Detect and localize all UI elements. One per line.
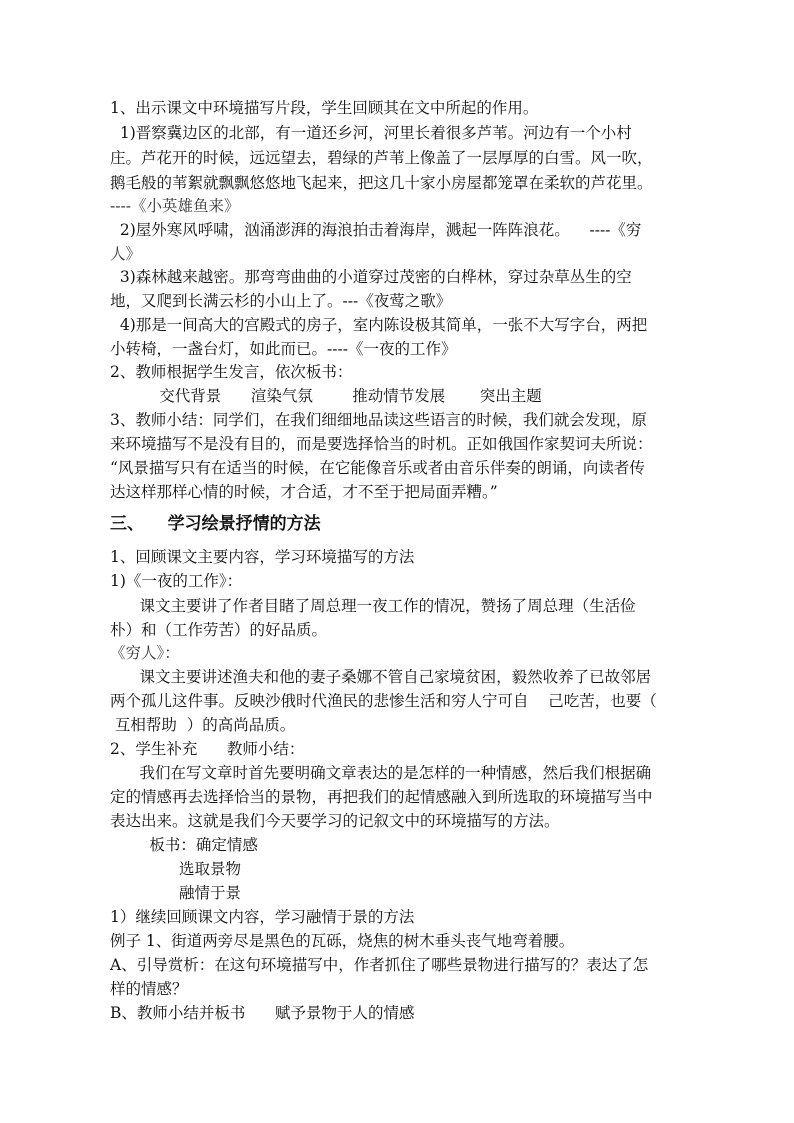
blackboard-item: 融情于景 (110, 884, 241, 902)
section-heading: 三、 学习绘景抒情的方法 (110, 514, 321, 534)
blackboard-heading: 板书：确定情感 (110, 836, 258, 854)
blackboard-item: 选取景物 (110, 860, 241, 878)
blackboard-terms: 交代背景 渲染气氛 推动情节发展 突出主题 (110, 387, 542, 405)
text-line: 2)屋外寒风呼啸，汹涌澎湃的海浪拍击着海岸，溅起一阵阵浪花。 ----《穷 (110, 221, 642, 239)
text-line: A、引导赏析：在这句环境描写中，作者抓住了哪些景物进行描写的？表达了怎 (110, 956, 649, 974)
text-line: 4)那是一间高大的宫殿式的房子，室内陈设极其简单，一张不大写字台，两把 (110, 316, 648, 334)
text-line: 样的情感？ (110, 980, 188, 998)
text-line: 小转椅，一盏台灯，如此而已。----《一夜的工作》 (110, 340, 457, 358)
quote-line: “风景描写只有在适当的时候，在它能像音乐或者由音乐伴奏的朗诵，向读者传 (110, 459, 645, 477)
text-line: 庄。芦花开的时候，远远望去，碧绿的芦苇上像盖了一层厚厚的白雪。风一吹， (110, 149, 653, 167)
text-line: 3)森林越来越密。那弯弯曲曲的小道穿过茂密的白桦林，穿过杂草丛生的空 (110, 268, 632, 286)
text-line: 定的情感再去选择恰当的景物，再把我们的起情感融入到所选取的环境描写当中 (110, 788, 653, 806)
text-line: 人》 (110, 245, 142, 263)
text-line: 2、学生补充 教师小结： (110, 740, 305, 758)
text-line: 地，又爬到长满云杉的小山上了。---《夜莺之歌》 (110, 292, 452, 310)
text-line: 来环境描写不是没有目的，而是要选择恰当的时机。正如俄国作家契诃夫所说： (110, 435, 653, 453)
text-line: ----《小英雄鱼来》 (110, 197, 240, 215)
quote-line: 达这样那样心情的时候，才合适，才不至于把局面弄糟。” (110, 483, 498, 501)
text-line: 课文主要讲了作者目睹了周总理一夜工作的情况，赞扬了周总理（生活俭 (110, 597, 636, 615)
text-line: 两个孤儿这件事。反映沙俄时代渔民的悲惨生活和穷人宁可自 己吃苦，也要（ (110, 692, 657, 710)
text-line: 课文主要讲述渔夫和他的妻子桑娜不管自己家境贫困，毅然收养了已故邻居 (110, 668, 652, 686)
text-line: 1、出示课文中环境描写片段，学生回顾其在文中所起的作用。 (110, 99, 539, 117)
text-line: 例子 1、街道两旁尽是黑色的瓦砾，烧焦的树木垂头丧气地弯着腰。 (110, 932, 575, 950)
text-line: 3、教师小结：同学们，在我们细细地品读这些语言的时候，我们就会发现，原 (110, 411, 647, 429)
text-line: 1)晋察冀边区的北部，有一道还乡河，河里长着很多芦苇。河边有一个小村 (110, 124, 632, 142)
text-line: 1)《一夜的工作》： (110, 572, 243, 590)
text-line: B、教师小结并板书 赋予景物于人的情感 (110, 1004, 415, 1022)
text-line: 朴）和（工作劳苦）的好品质。 (110, 621, 328, 639)
text-line: 2、教师根据学生发言，依次板书： (110, 363, 353, 381)
text-line: 鹅毛般的苇絮就飘飘悠悠地飞起来，把这几十家小房屋都笼罩在柔软的芦花里。 (110, 174, 653, 192)
text-line: 我们在写文章时首先要明确文章表达的是怎样的一种情感，然后我们根据确 (110, 764, 652, 782)
text-line: 1）继续回顾课文内容，学习融情于景的方法 (110, 908, 415, 926)
text-line: 互相帮助 ）的高尚品质。 (110, 716, 296, 734)
text-line: 《穷人》： (110, 644, 180, 662)
text-line: 表达出来。这就是我们今天要学习的记叙文中的环境描写的方法。 (110, 812, 560, 830)
text-line: 1、回顾课文主要内容，学习环境描写的方法 (110, 548, 415, 566)
